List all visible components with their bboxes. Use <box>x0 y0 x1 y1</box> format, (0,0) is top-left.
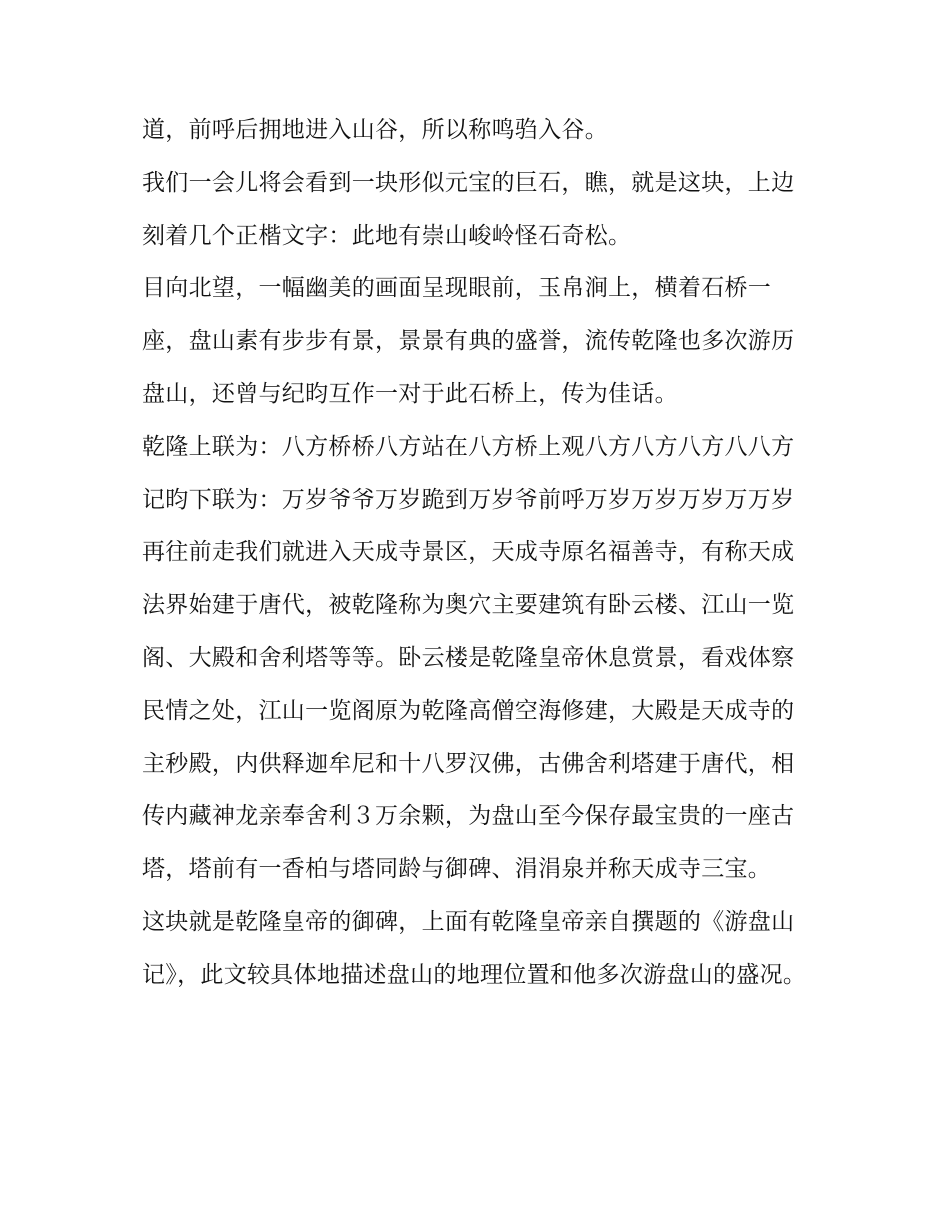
paragraph-tiancheng-temple: 再往前走我们就进入天成寺景区，天成寺原名福善寺，有称天成法界始建于唐代，被乾隆称为奥穴主要建筑有卧云楼、江山一览阁、大殿和舍利塔等等。卧云楼是乾隆皇帝休息赏景，看戏体察民情之处，江山一览阁原为乾隆高僧空海修建，大殿是天成寺的主秒殿，内供释迦牟尼和十八罗汉佛，古佛舍利塔建于唐代，相传内藏神龙亲奉舍利３万余颗，为盘山至今保存最宝贵的一座古塔，塔前有一香柏与塔同龄与御碑、涓涓泉并称天成寺三宝。 <box>142 539 795 883</box>
document-page <box>142 104 814 1002</box>
paragraph-stone-bridge: 目向北望，一幅幽美的画面呈现眼前，玉帛涧上，横着石桥一座，盘山素有步步有景，景景有典的盛誉，流传乾隆也多次游历盘山，还曾与纪昀互作一对于此石桥上，传为佳话。 <box>142 275 795 407</box>
paragraph-ingot-rock: 我们一会儿将会看到一块形似元宝的巨石，瞧，就是这块，上边刻着几个正楷文字：此地有崇山峻岭怪石奇松。 <box>142 169 795 249</box>
paragraph-imperial-stele: 这块就是乾隆皇帝的御碑，上面有乾隆皇帝亲自撰题的《游盘山记》，此文较具体地描述盘山的地理位置和他多次游盘山的盛况。 <box>142 908 807 988</box>
paragraph-entry-valley: 道，前呼后拥地进入山谷，所以称鸣驺入谷。 <box>142 117 608 143</box>
paragraph-couplet: 乾隆上联为：八方桥桥八方站在八方桥上观八方八方八方八八方 记昀下联为：万岁爷爷万岁跪到万岁爷前呼万岁万岁万岁万万岁 <box>142 433 795 513</box>
